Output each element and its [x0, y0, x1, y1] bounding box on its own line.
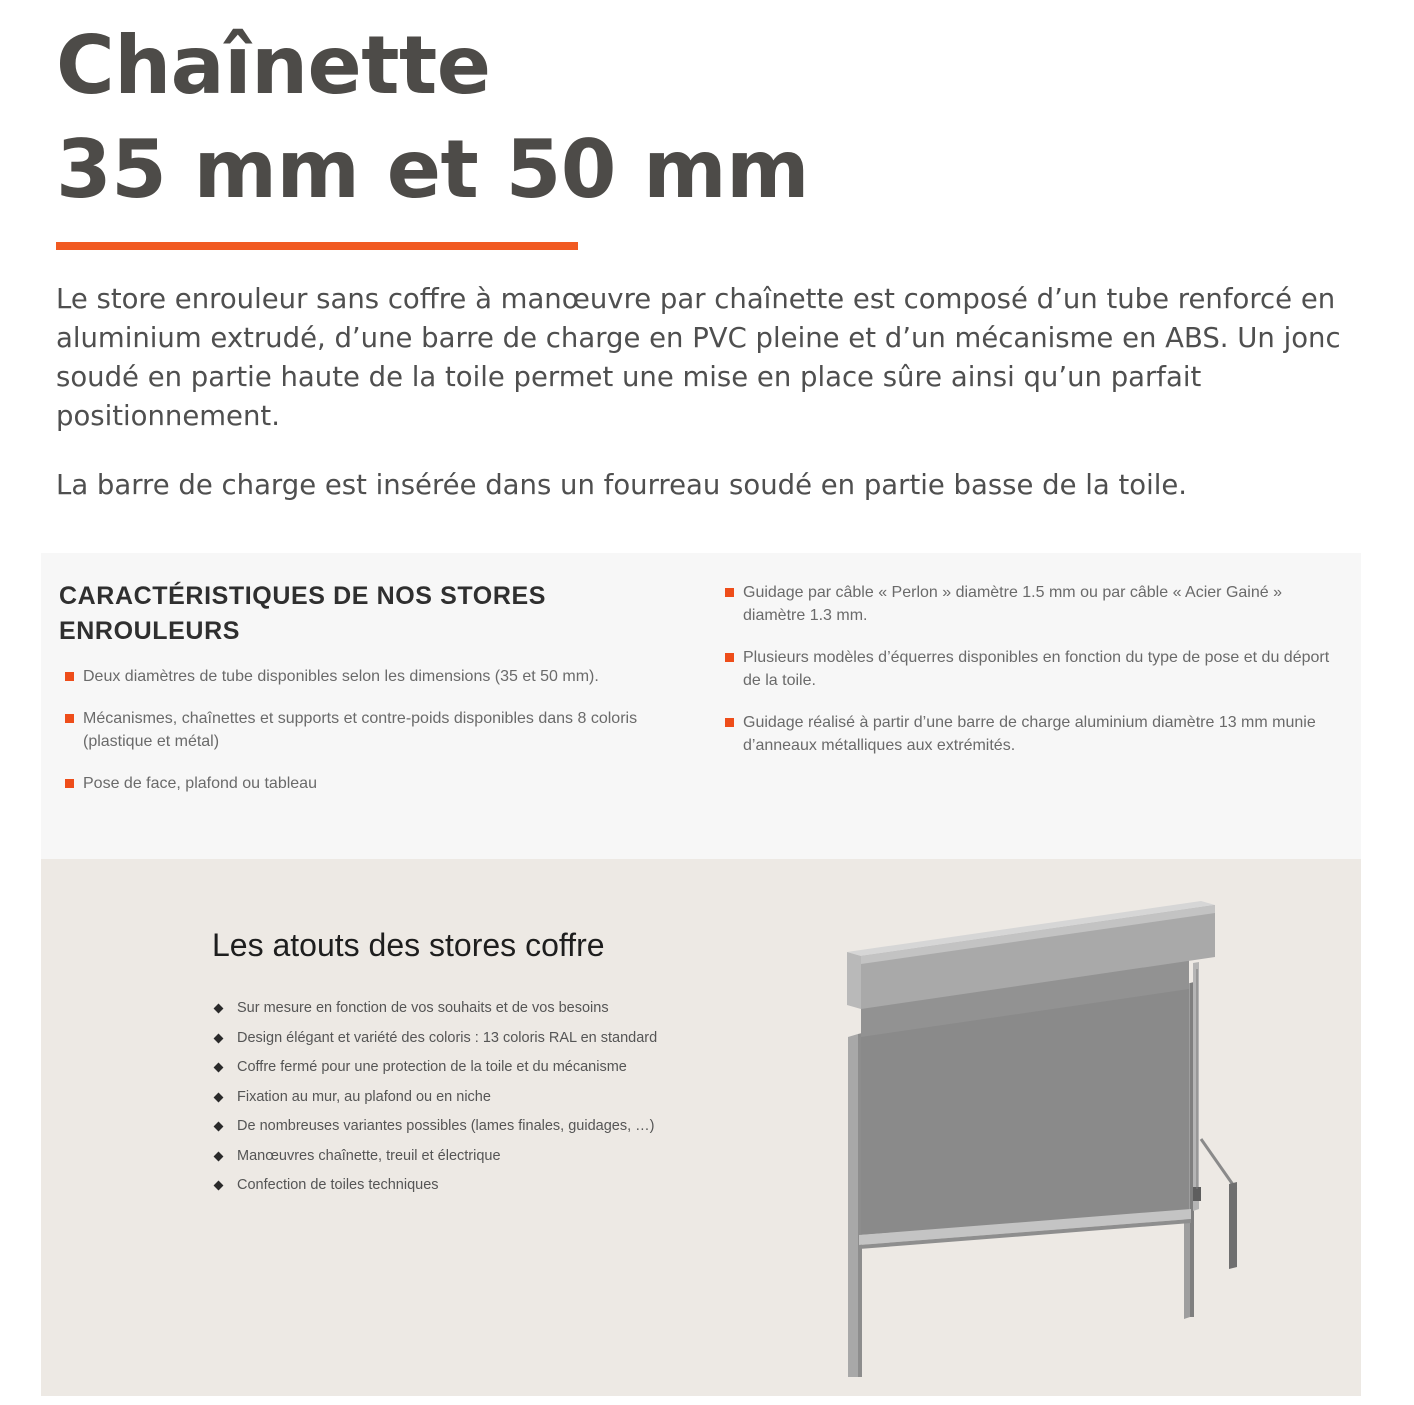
title-accent-rule — [56, 242, 578, 250]
feature-item: Guidage réalisé à partir d’une barre de charge aluminium diamètre 13 mm munie d’anneaux métalliques aux extrémités. — [729, 711, 1339, 757]
feature-item: Pose de face, plafond ou tableau — [69, 772, 669, 795]
atout-item: De nombreuses variantes possibles (lames finales, guidages, …) — [213, 1112, 773, 1142]
page-title — [56, 14, 809, 222]
intro-paragraph-1: Le store enrouleur sans coffre à manœuvre par chaînette est composé d’un tube renforcé en aluminium extrudé, d’une barre de charge en PVC pleine et d’un mécanisme en ABS. Un jonc soudé en partie haute de la toile permet une mise en place sûre ainsi qu’un parfait positionnement. — [56, 283, 1341, 432]
feature-item: Deux diamètres de tube disponibles selon les dimensions (35 et 50 mm). — [69, 665, 669, 688]
page-title-line-2: 35 mm et 50 mm — [56, 123, 809, 216]
atout-item: Coffre fermé pour une protection de la toile et du mécanisme — [213, 1053, 773, 1083]
features-panel — [41, 553, 1361, 859]
atout-item: Manœuvres chaînette, treuil et électrique — [213, 1142, 773, 1172]
features-list-right — [729, 581, 1339, 776]
atouts-heading: Les atouts des stores coffre — [212, 927, 605, 963]
intro-text — [56, 280, 1376, 535]
feature-item: Plusieurs modèles d’équerres disponibles en fonction du type de pose et du déport de la toile. — [729, 646, 1339, 692]
atout-item: Sur mesure en fonction de vos souhaits et de vos besoins — [213, 994, 773, 1024]
roller-blind-image — [831, 889, 1251, 1384]
page-title-line-1: Chaînette — [56, 19, 491, 112]
feature-item: Guidage par câble « Perlon » diamètre 1.5 mm ou par câble « Acier Gainé » diamètre 1.3 mm. — [729, 581, 1339, 627]
atout-item: Fixation au mur, au plafond ou en niche — [213, 1083, 773, 1113]
feature-item: Mécanismes, chaînettes et supports et contre-poids disponibles dans 8 coloris (plastique et métal) — [69, 707, 669, 753]
atout-item: Confection de toiles techniques — [213, 1171, 773, 1201]
intro-paragraph-2: La barre de charge est insérée dans un fourreau soudé en partie basse de la toile. — [56, 469, 1188, 501]
atout-item: Design élégant et variété des coloris : 13 coloris RAL en standard — [213, 1024, 773, 1054]
atouts-list — [213, 994, 773, 1201]
features-list-left — [69, 665, 669, 814]
atouts-panel — [41, 859, 1361, 1396]
features-heading: CARACTÉRISTIQUES DE NOS STORES ENROULEURS — [59, 582, 547, 645]
